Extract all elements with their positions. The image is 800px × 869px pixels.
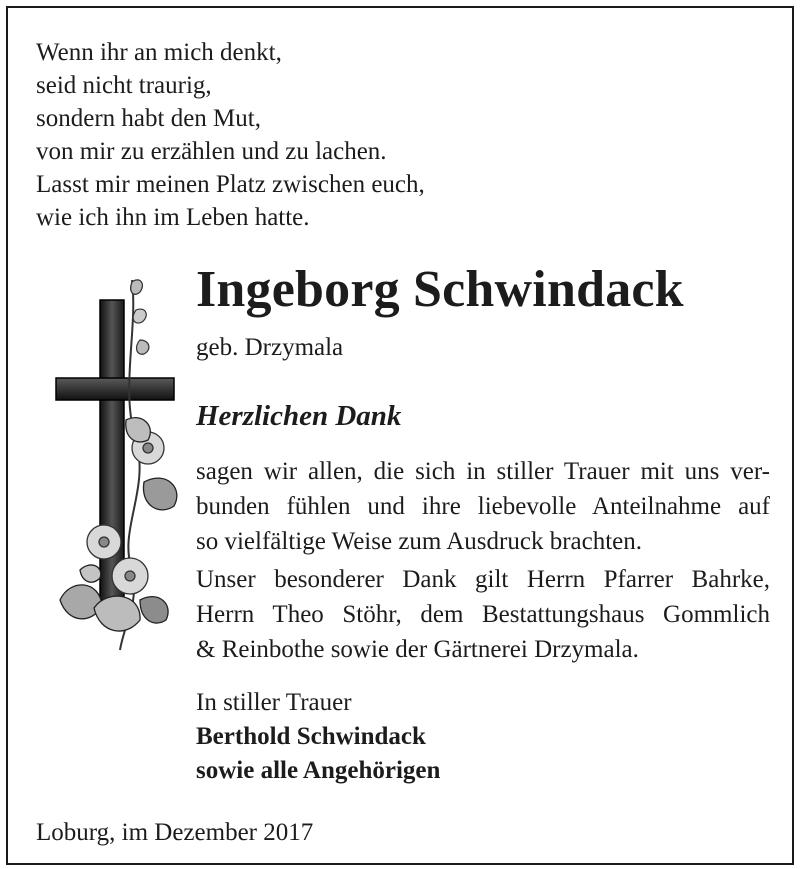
signature-others: sowie alle Angehörigen: [196, 757, 441, 784]
paragraph-line: Unser besonderer Dank gilt Herrn Pfarrer Bahrke,: [196, 566, 770, 593]
poem-line: sondern habt den Mut,: [36, 105, 261, 132]
paragraph-line: & Reinbothe sowie der Gärtnerei Drzymala.: [196, 636, 639, 663]
signature-name: Berthold Schwindack: [196, 723, 426, 750]
signature-intro: In stiller Trauer: [196, 689, 352, 716]
poem-line: wie ich ihn im Leben hatte.: [36, 204, 310, 231]
paragraph-line: so vielfältige Weise zum Ausdruck brachten.: [196, 528, 643, 555]
cross-with-flowers-icon: [40, 270, 180, 655]
poem-line: Wenn ihr an mich denkt,: [36, 39, 282, 66]
deceased-name: Ingeborg Schwindack: [196, 261, 684, 318]
paragraph-line: Herrn Theo Stöhr, dem Bestattungshaus Gommlich: [196, 601, 770, 628]
poem-line: von mir zu erzählen und zu lachen.: [36, 138, 387, 165]
birth-name: geb. Drzymala: [196, 334, 344, 361]
place-date: Loburg, im Dezember 2017: [36, 819, 314, 846]
poem: [36, 36, 425, 234]
paragraph-line: sagen wir allen, die sich in stiller Trauer mit uns ver-: [196, 458, 770, 485]
paragraph-line: bunden fühlen und ihre liebevolle Anteilnahme auf: [196, 493, 770, 520]
poem-line: seid nicht traurig,: [36, 72, 212, 99]
special-thanks-paragraph: [196, 562, 770, 667]
thanks-paragraph: [196, 454, 770, 559]
obituary-frame: [6, 6, 794, 865]
thanks-title: Herzlichen Dank: [196, 400, 402, 432]
poem-line: Lasst mir meinen Platz zwischen euch,: [36, 171, 425, 198]
signature-block: [196, 686, 440, 788]
